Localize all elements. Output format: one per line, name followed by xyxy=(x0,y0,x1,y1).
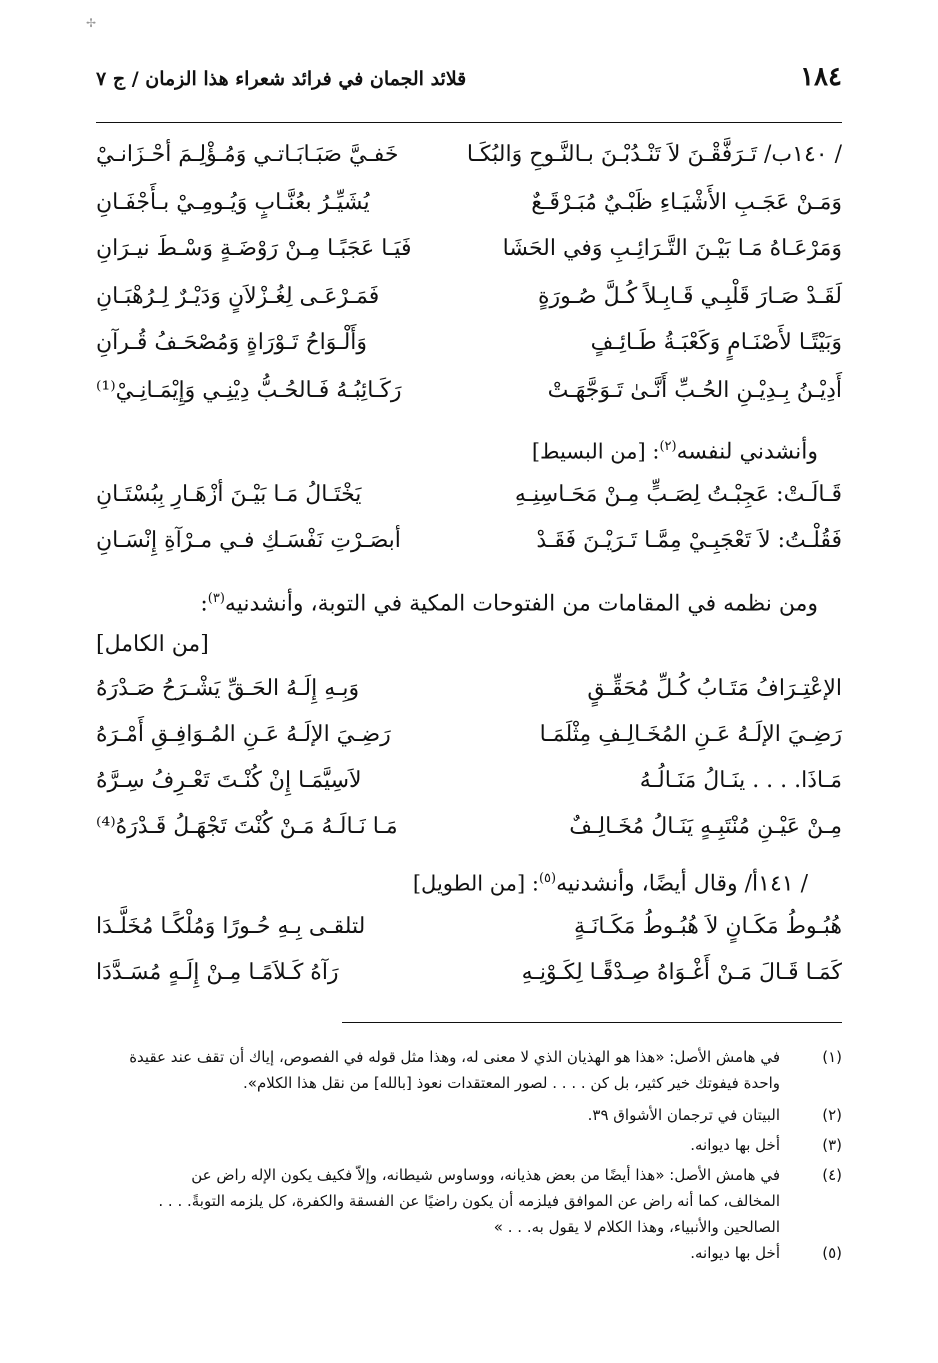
footnote-number: (٣) xyxy=(822,1136,842,1154)
verse-hemistich-left: رَكَـائِبُـهُ فَـالحُـبُّ دِيْنِـي وَإِيْمَـانِـيْ⁽¹⁾ xyxy=(96,378,402,403)
verse-hemistich-left: مَـا نَـالَـهُ مَـنْ كُنْتَ تَجْهَـلُ قَـدْرَهُ⁽⁴⁾ xyxy=(96,814,398,839)
intro-tail: : xyxy=(200,591,208,617)
footnote xyxy=(96,1132,842,1158)
footnote-ref: (٥) xyxy=(538,871,557,886)
verse-hemistich-left: فَمَـرْعَـى لِغُـزْلاَنٍ وَدَيْـرٌ لِـرُهْبَـانِ xyxy=(96,284,380,309)
verse-hemistich-right: لَقَـدْ صَـارَ قَلْبِـي قَـابِـلاً كُـلَّ صُـورَةٍ xyxy=(537,284,842,309)
verse-hemistich-right: الإعْتِـرَافُ مَتَـابُ كُـلِّ مُحَقِّـقٍ xyxy=(587,676,842,701)
footnote-line: المخالف، كما أنه راض عن الموافق فيلزمه أن يكون راضيًا عن الفسقة والكفرة، كل يلزمه التوبةً. . . . xyxy=(158,1192,780,1210)
page-header xyxy=(96,62,842,104)
intro-line xyxy=(96,862,808,901)
footnote-ref: (٢) xyxy=(659,439,677,454)
intro-text: وأنشدني لنفسه xyxy=(676,439,818,465)
footnote xyxy=(96,1044,842,1096)
verse-hemistich-right: قَـالَـتْ: عَجِبْـتُ لِصَـبٍّ مِـنْ مَحَـاسِنِـهِ xyxy=(514,482,842,507)
intro-text: / ١٤١أ/ وقال أيضًا، وأنشدنيه xyxy=(556,871,808,897)
verse-hemistich-right: مَـاذَا. . . . ينَـالُ مَنَـالُـهُ xyxy=(639,768,842,793)
verse-hemistich-left: رَضِـيَ الإلَـهُ عَـنِ المُـوَافِـقِ أَمْـرَهُ xyxy=(96,722,391,747)
intro-text: ومن نظمه في المقامات من الفتوحات المكية في التوبة، وأنشدنيه xyxy=(224,591,818,617)
verse-hemistich-left: وَأَلْـوَاحُ تَـوْرَاةٍ وَمُصْحَـفُ قُـرآنِ xyxy=(96,330,368,355)
crop-mark: ✢ xyxy=(86,16,97,30)
footnote-line: في هامش الأصل: «هذا أيضًا من بعض هذيانه، ووساوس شيطانه، وإلاّ فكيف يكون الإله راض عن xyxy=(191,1166,780,1184)
verse-hemistich-right: أَدِيْـنُ بِـدِيْـنِ الحُـبِّ أَنَّـىٰ تَـوَجَّهَـتْ xyxy=(547,378,842,403)
intro-line xyxy=(96,430,818,469)
verse-hemistich-right: / ١٤٠ب/ تَـرَفَّقْـنَ لاَ تَنْـدُبْـنَ بـالنَّـوحِ وَالبُكَـا xyxy=(466,142,842,167)
footnote-line: البيتان في ترجمان الأشواق ٣٩. xyxy=(587,1106,780,1124)
footnote-number: (٤) xyxy=(822,1166,842,1184)
verse-hemistich-right: كَمَـا قَـالَ مَـنْ أَغْـوَاهُ صِـدْقًـا لِكَـوْنِـهِ xyxy=(521,960,842,985)
verse-hemistich-right: فَقُلْـتُ: لاَ تَعْجَبِـيْ مِمَّـا تَـرَيْـنَ فَقَـدْ xyxy=(536,528,842,553)
header-rule xyxy=(96,122,842,123)
verse-hemistich-left: فَيَـا عَجَبًـا مِـنْ رَوْضَـةٍ وَسْـطَ نيـرَانِ xyxy=(96,236,412,261)
footnote-number: (٢) xyxy=(822,1106,842,1124)
verse-hemistich-left: يَخْتَـالُ مَـا بَيْـنَ أزْهَـارِ بِبُسْتَـانِ xyxy=(96,482,362,507)
footnote xyxy=(96,1240,842,1266)
intro-line xyxy=(96,582,818,621)
verse-hemistich-left: خَفـيَّ صَبَـابَـاتـي وَمُـؤْلِـمَ أحْـزَانـيْ xyxy=(96,142,399,167)
footnote xyxy=(96,1102,842,1128)
verse-hemistich-left: وَبِـهِ إِلَـهُ الحَـقِّ يَشْـرَحُ صَـدْرَهُ xyxy=(96,676,360,701)
footnote-ref: (٣) xyxy=(207,591,225,606)
verse-hemistich-left: رَآهُ كَـلاَمًـا مِـنْ إِلَـهٍ مُسَـدَّدَا xyxy=(96,960,339,985)
footnote-number: (٥) xyxy=(822,1244,842,1262)
meter-label: : [من الطويل] xyxy=(412,871,539,896)
meter-label: : [من البسيط] xyxy=(531,439,660,464)
footnote-line: أخل بها ديوانه. xyxy=(690,1244,780,1262)
verse-hemistich-left: أبصَـرْتِ نَفْسَـكِ فـي مـرْآةِ إِنْسَـانِ xyxy=(96,528,401,553)
verse-hemistich-left: لتلقـى بِـهِ حُـورًا وَمُلْكًـا مُخَلَّـدَا xyxy=(96,914,366,939)
verse-hemistich-right: وَبَيْتًـا لأَصْنَـامٍ وَكَعْبَـةُ طَـائِـفٍ xyxy=(590,330,842,355)
footnote-line: واحدة فيفوتك خير كثير، بل كن . . . . لصور المعتقدات نعوذ [بالله] من نقل هذا الكلام». xyxy=(243,1074,780,1092)
footnote-number: (١) xyxy=(822,1048,842,1066)
verse-hemistich-right: وَمَرْعَـاهُ مَـا بَيْـنَ التَّـرَائِـبِ وَفي الحَشَا xyxy=(502,236,842,261)
footnote-line: الصالحين والأنبياء، وهذا الكلام لا يقول به. . . » xyxy=(493,1218,780,1236)
running-title: قلائد الجمان في فرائد شعراء هذا الزمان / ج ٧ xyxy=(96,68,467,90)
footnote-line: أخل بها ديوانه. xyxy=(690,1136,780,1154)
verse-hemistich-right: رَضِـيَ الإلَـهُ عَـنِ المُخَـالِـفِ مِثْلَمَـا xyxy=(539,722,842,747)
meter-label: [من الكامل] xyxy=(96,632,209,657)
verse-hemistich-left: لاَسِيَّمَـا إِنْ كُنْـتَ تَعْـرِفُ سِـرَّهُ xyxy=(96,768,362,793)
verse-hemistich-right: وَمَـنْ عَجَـبِ الأَشْيَـاءِ ظَبْـيٌ مُبَـرْقَـعٌ xyxy=(531,190,842,215)
page-number: ١٨٤ xyxy=(800,62,842,92)
verse-hemistich-right: هُبُـوطُ مَكَـانٍ لاَ هُبُـوطُ مَكَـانَـةٍ xyxy=(574,914,842,939)
verse-hemistich-left: يُشَيِّـرُ بعُنَّـابٍ وَيُـومِـيْ بـأَجْفَـانِ xyxy=(96,190,370,215)
footnote xyxy=(96,1162,842,1240)
footnote-rule xyxy=(342,1022,842,1023)
verse-hemistich-right: مِـنْ عَيْـنِ مُنْتَبِـهٍ يَنَـالُ مُخَـالِـفٌ xyxy=(569,814,842,839)
footnote-line: في هامش الأصل: «هذا هو الهذيان الذي لا معنى له، وهذا مثل قوله في الفصوص، إياك أن تقف عند عقيدة xyxy=(129,1048,780,1066)
